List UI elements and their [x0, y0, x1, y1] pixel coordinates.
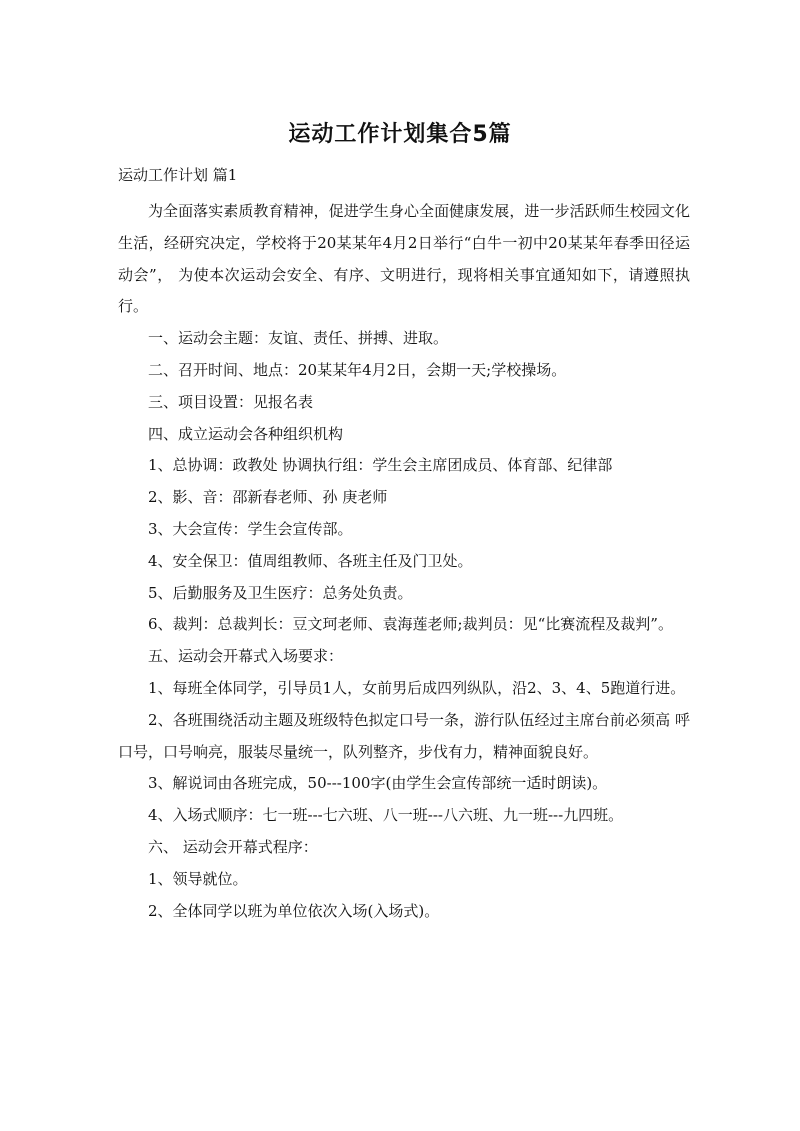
document-title: 运动工作计划集合5篇	[288, 122, 512, 147]
paragraph-security: 4、安全保卫：值周组教师、各班主任及门卫处。	[148, 551, 473, 570]
paragraph-time-place: 二、召开时间、地点：20某某年4月2日，会期一天;学校操场。	[148, 360, 567, 379]
paragraph-ceremony-program: 六、 运动会开幕式程序：	[148, 837, 318, 856]
paragraph-entrance-requirements: 五、运动会开幕式入场要求：	[148, 647, 344, 666]
paragraph-coordination: 1、总协调：政教处 协调执行组：学生会主席团成员、体育部、纪律部	[148, 456, 613, 475]
paragraph-organization: 四、成立运动会各种组织机构	[148, 424, 344, 443]
paragraph-logistics: 5、后勤服务及卫生医疗：总务处负责。	[148, 583, 413, 602]
paragraph-leaders: 1、领导就位。	[148, 869, 248, 888]
paragraph-events: 三、项目设置：见报名表	[148, 392, 314, 411]
document-body	[118, 196, 690, 927]
section-heading: 运动工作计划 篇1	[118, 166, 238, 184]
paragraph-publicity: 3、大会宣传：学生会宣传部。	[148, 519, 353, 538]
paragraph-commentary: 3、解说词由各班完成，50---100字(由学生会宣传部统一适时朗读)。	[148, 774, 608, 793]
paragraph-slogan: 2、各班围绕活动主题及班级特色拟定口号一条，游行队伍经过主席台前必须高 呼口号，口号响亮，服装尽量统一，队列整齐，步伐有力，精神面貌良好。	[118, 710, 690, 761]
paragraph-formation: 1、每班全体同学，引导员1人，女前男后成四列纵队，沿2、3、4、5跑道行进。	[148, 678, 686, 697]
paragraph-audio-video: 2、影、音：邵新春老师、孙 庚老师	[148, 488, 388, 507]
paragraph-entrance-order: 4、入场式顺序：七一班---七六班、八一班---八六班、九一班---九四班。	[148, 806, 624, 825]
paragraph-students-enter: 2、全体同学以班为单位依次入场(入场式)。	[148, 901, 440, 920]
paragraph-theme: 一、运动会主题：友谊、责任、拼搏、进取。	[148, 329, 449, 348]
paragraph-referees: 6、裁判：总裁判长：豆文珂老师、袁海莲老师;裁判员：见“比赛流程及裁判”。	[148, 615, 673, 634]
paragraph-intro: 为全面落实素质教育精神，促进学生身心全面健康发展，进一步活跃师生校园文化生活，经研究决定，学校将于20某某年4月2日举行“白牛一初中20某某年春季田径运动会”， 为使本次运动会安全、有序、文明进行，现将相关事宜通知如下，请遵照执行。	[118, 202, 690, 316]
